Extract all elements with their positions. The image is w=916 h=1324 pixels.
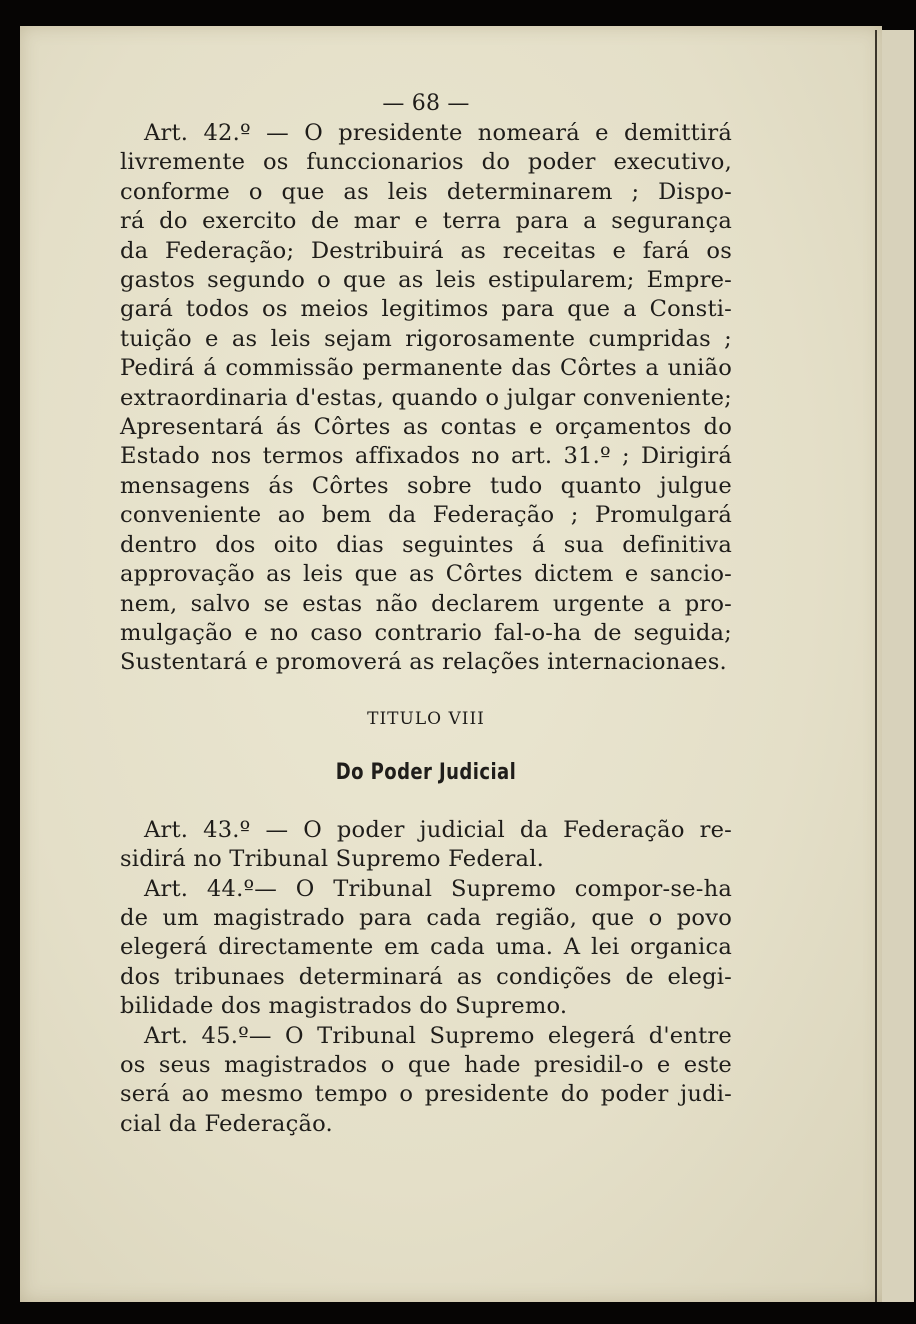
adjacent-page-edge [878,30,914,1302]
article-42-line: extraordinaria d'estas, quando o julgar conveniente; [120,384,732,411]
article-44-line: de um magistrado para cada região, que o povo [120,904,732,931]
article-45-line: Art. 45.º— O Tribunal Supremo elegerá d'entre [144,1022,732,1049]
article-42-line: Sustentará e promoverá as relações internacionaes. [120,649,727,676]
article-42-line: conforme o que as leis determinarem ; Dispo- [120,178,732,205]
article-43-line: Art. 43.º — O poder judicial da Federação re- [144,816,732,843]
article-42-line: Art. 42.º — O presidente nomeará e demittirá [144,120,732,146]
page-text [120,88,732,1139]
section-subtitle: Do Poder Judicial [335,759,517,785]
article-42 [120,119,732,678]
article-45-line: os seus magistrados o que hade presidil-o e este [120,1051,732,1078]
article-43 [120,816,732,875]
article-42-line: conveniente ao bem da Federação ; Promulgará [120,502,732,529]
article-42-line: gastos segundo o que as leis estipularem; Empre- [120,267,732,294]
article-45-line: cial da Federação. [120,1110,333,1137]
article-45-line: será ao mesmo tempo o presidente do poder judi- [120,1081,732,1108]
article-45 [120,1022,732,1140]
article-42-line: livremente os funccionarios do poder executivo, [120,149,732,176]
section-title: TITULO VIII [367,708,485,729]
article-44 [120,875,732,1022]
article-44-line: bilidade dos magistrados do Supremo. [120,993,568,1020]
article-44-line: Art. 44.º— O Tribunal Supremo compor-se-ha [144,875,732,902]
article-42-line: nem, salvo se estas não declarem urgente a pro- [120,590,732,617]
article-42-line: tuição e as leis sejam rigorosamente cumpridas ; [120,325,732,352]
article-42-line: gará todos os meios legitimos para que a Consti- [120,296,732,323]
article-42-line: rá do exercito de mar e terra para a segurança [120,208,732,235]
article-42-line: mulgação e no caso contrario fal-o-ha de seguida; [120,619,732,646]
article-42-line: da Federação; Destribuirá as receitas e fará os [120,237,732,264]
article-44-line: dos tribunaes determinará as condições de elegi- [120,963,732,990]
article-42-line: mensagens ás Côrtes sobre tudo quanto julgue [120,472,732,499]
article-42-line: Pedirá á commissão permanente das Côrtes a união [120,355,732,382]
article-43-line: sidirá no Tribunal Supremo Federal. [120,846,545,873]
article-42-line: Apresentará ás Côrtes as contas e orçamentos do [120,414,732,441]
article-42-line: dentro dos oito dias seguintes á sua definitiva [120,531,732,558]
article-42-line: approvação as leis que as Côrtes dictem e sancio- [120,561,732,588]
article-44-line: elegerá directamente em cada uma. A lei organica [120,934,732,961]
page-fold-line [875,30,877,1302]
page-number: — 68 — [382,91,470,116]
article-42-line: Estado nos termos affixados no art. 31.º ; Dirigirá [120,443,732,470]
